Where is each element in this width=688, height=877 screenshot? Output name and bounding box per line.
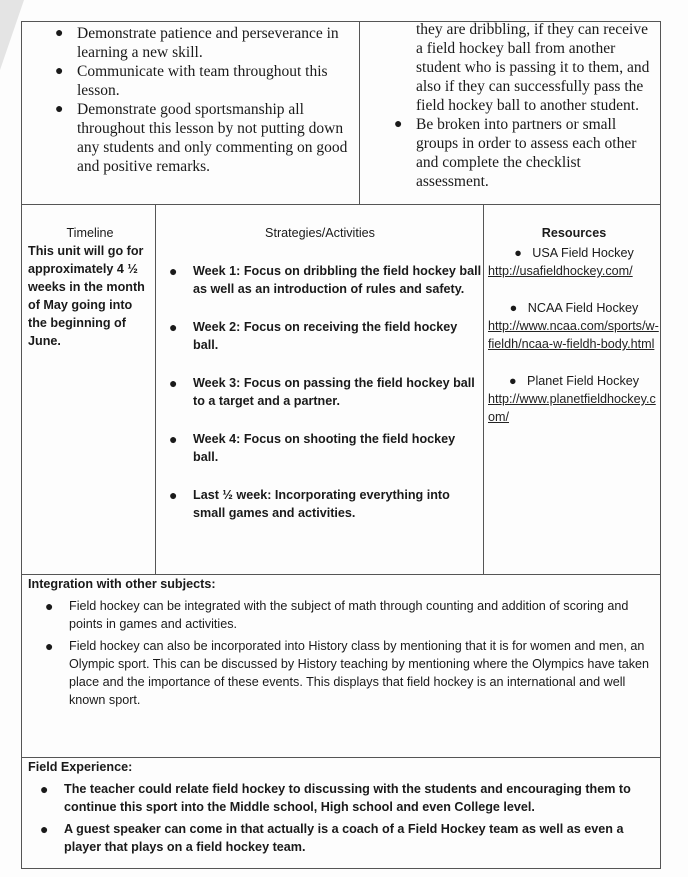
bullet-icon: ● xyxy=(394,117,403,132)
objective-text: Demonstrate patience and perseverance in learning a new skill. xyxy=(77,25,339,61)
lesson-plan-table xyxy=(21,21,661,869)
resource-name: NCAA Field Hockey xyxy=(527,301,639,315)
bullet-icon: ● xyxy=(40,781,49,797)
bullet-icon: ● xyxy=(45,638,54,654)
field-experience-text: The teacher could relate field hockey to discussing with the students and encouraging them to continue this sport into the Middle school, High school and even College level. xyxy=(64,782,631,814)
resource-item xyxy=(488,372,660,426)
timeline-text: This unit will go for approximately 4 ½ weeks in the month of May going into the beginning of June. xyxy=(28,244,145,348)
field-experience-heading: Field Experience: xyxy=(28,760,133,774)
resource-name: USA Field Hockey xyxy=(532,246,634,260)
list-item xyxy=(158,262,482,298)
activity-text: Week 2: Focus on receiving the field hockey ball. xyxy=(193,320,458,352)
list-item xyxy=(28,597,656,633)
integration-text: Field hockey can also be incorporated into History class by mentioning that it is for women and men, an Olympic sport. This can be discussed by History teaching by mentioning where the Olympics have taken place and the importance of these events. This displays that field hockey is an international and well known sport. xyxy=(69,639,650,707)
resources-cell xyxy=(488,224,660,426)
bullet-icon: ● xyxy=(169,487,178,503)
resource-name: Planet Field Hockey xyxy=(527,374,640,388)
bullet-icon: ● xyxy=(509,301,528,315)
integration-cell xyxy=(28,575,656,709)
strategies-heading: Strategies/Activities xyxy=(265,226,375,240)
resource-link[interactable]: http://www.ncaa.com/sports/w-fieldh/ncaa-w-fieldh-body.html xyxy=(488,319,659,351)
resource-link[interactable]: http://www.planetfieldhockey.com/ xyxy=(488,392,656,424)
bullet-icon: ● xyxy=(55,64,64,79)
field-experience-text: A guest speaker can come in that actually is a coach of a Field Hockey team as well as even a player that plays on a field hockey team. xyxy=(64,822,624,854)
bullet-icon: ● xyxy=(169,319,178,335)
bullet-icon: ● xyxy=(40,821,49,837)
list-item xyxy=(46,100,356,176)
column-divider xyxy=(483,204,484,574)
bullet-icon: ● xyxy=(169,375,178,391)
list-item xyxy=(28,637,656,709)
activity-text: Last ½ week: Incorporating everything into small games and activities. xyxy=(193,488,450,520)
list-item xyxy=(28,780,656,816)
activity-text: Week 3: Focus on passing the field hockey ball to a target and a partner. xyxy=(193,376,475,408)
objective-text: Demonstrate good sportsmanship all throughout this lesson by not putting down any students and only commenting on good and positive remarks. xyxy=(77,101,348,175)
column-divider xyxy=(155,204,156,574)
bullet-icon: ● xyxy=(55,26,64,41)
resource-item xyxy=(488,299,660,353)
timeline-cell xyxy=(28,224,152,350)
list-item xyxy=(158,318,482,354)
list-item xyxy=(158,430,482,466)
activity-text: Week 4: Focus on shooting the field hockey ball. xyxy=(193,432,456,464)
resources-heading: Resources xyxy=(541,226,607,240)
bullet-icon: ● xyxy=(55,102,64,117)
list-item xyxy=(158,486,482,522)
strategies-cell xyxy=(158,224,482,542)
assessment-text: Be broken into partners or small groups in order to assess each other and complete the checklist assessment. xyxy=(416,116,637,190)
bullet-icon: ● xyxy=(508,374,528,388)
row-divider xyxy=(22,204,660,205)
list-item xyxy=(28,820,656,856)
bullet-icon: ● xyxy=(169,263,178,279)
column-divider xyxy=(359,22,360,204)
list-item xyxy=(373,115,653,191)
bullet-icon: ● xyxy=(514,246,533,260)
integration-text: Field hockey can be integrated with the subject of math through counting and addition of scoring and points in games and activities. xyxy=(69,599,629,631)
bullet-icon: ● xyxy=(169,431,178,447)
objectives-cell xyxy=(46,24,356,176)
assessment-cell xyxy=(373,20,653,191)
list-item xyxy=(158,374,482,410)
objective-text: Communicate with team throughout this lesson. xyxy=(77,63,328,99)
list-item xyxy=(46,24,356,62)
list-item xyxy=(46,62,356,100)
resource-link[interactable]: http://usafieldhockey.com/ xyxy=(488,264,633,278)
integration-heading: Integration with other subjects: xyxy=(28,577,216,591)
activity-text: Week 1: Focus on dribbling the field hockey ball as well as an introduction of rules and safety. xyxy=(193,264,482,296)
field-experience-cell xyxy=(28,758,656,856)
timeline-heading: Timeline xyxy=(66,226,114,240)
bullet-icon: ● xyxy=(45,598,54,614)
resource-item xyxy=(488,244,660,280)
assessment-continuation: they are dribbling, if they can receive a field hockey ball from another student who is passing it to them, and also if they can successfully pass the field hockey ball to another student. xyxy=(416,21,650,114)
